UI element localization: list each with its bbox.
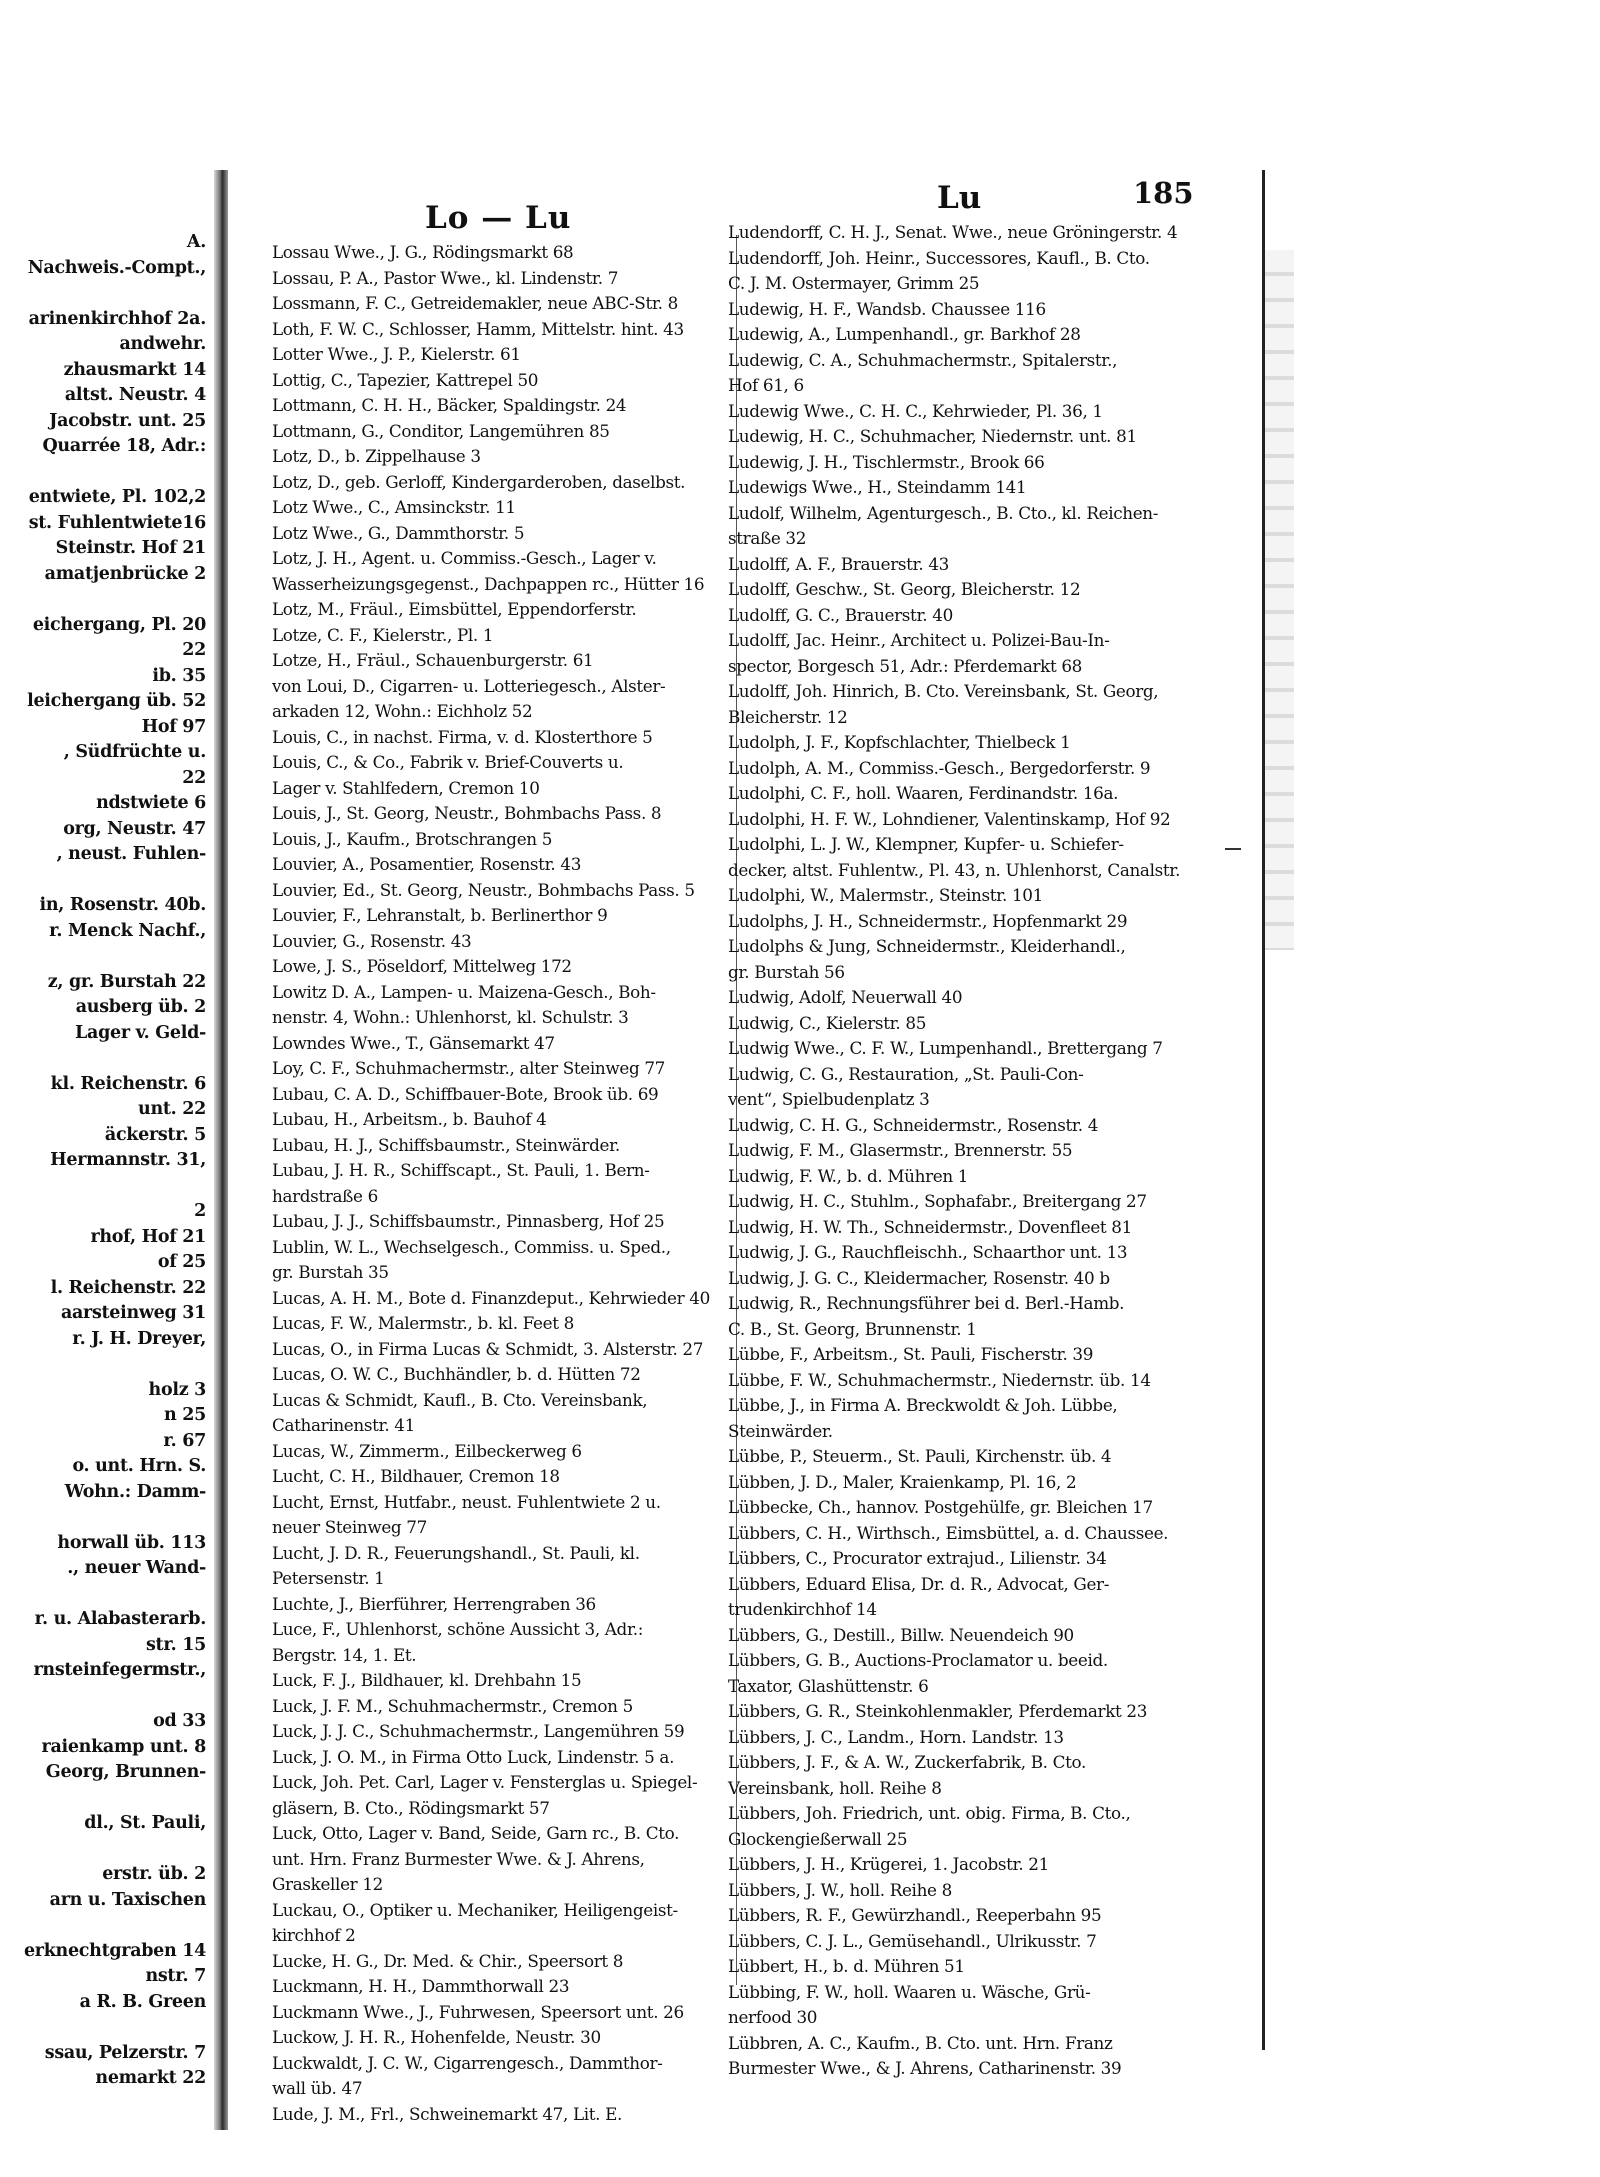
left-page-line: eichergang, Pl. 20	[32, 614, 206, 635]
left-page-line: rhof, Hof 21	[90, 1226, 206, 1247]
left-page-line	[0, 281, 212, 307]
left-page-line: str. 15	[146, 1634, 206, 1655]
directory-entry-line: Lübbers, Eduard Elisa, Dr. d. R., Advocat, Ger-	[728, 1573, 1110, 1594]
directory-entry-line: Ludwig, H. W. Th., Schneidermstr., Dovenfleet 81	[728, 1216, 1132, 1237]
left-page-line: arinenkirchhof 2a.	[28, 308, 206, 329]
directory-entry-line: Lubau, C. A. D., Schiffbauer-Bote, Brook üb. 69	[272, 1083, 659, 1104]
directory-entry-line: Lubau, J. J., Schiffsbaumstr., Pinnasberg, Hof 25	[272, 1211, 665, 1231]
left-page-line: Steinstr. Hof 21	[55, 538, 206, 558]
directory-entry-line: Lübbers, J. H., Krügerei, 1. Jacobstr. 21	[728, 1854, 1049, 1874]
directory-entry-line: Lübbers, J. F., & A. W., Zuckerfabrik, B. Cto.	[728, 1752, 1086, 1772]
left-page-line	[0, 2015, 212, 2041]
directory-entry-line: hardstraße 6	[272, 1185, 378, 1206]
directory-entry-line: Burmester Wwe., & J. Ahrens, Catharinenstr. 39	[728, 2058, 1122, 2078]
directory-entry-line: Lager v. Stahlfedern, Cremon 10	[272, 777, 540, 798]
directory-entry-line: Lübbe, P., Steuerm., St. Pauli, Kirchenstr. üb. 4	[728, 1446, 1112, 1466]
directory-entry-line: Ludwig, J. G., Rauchfleischh., Schaarthor unt. 13	[728, 1242, 1128, 1262]
directory-entry-line: Lotz Wwe., G., Dammthorstr. 5	[272, 522, 525, 543]
directory-entry-line: Lucht, C. H., Bildhauer, Cremon 18	[272, 1466, 560, 1486]
left-page-line: l. Reichenstr. 22	[50, 1277, 206, 1298]
directory-column-right	[728, 220, 1218, 2082]
directory-entry-line: Ludwig, F. W., b. d. Mühren 1	[728, 1165, 969, 1186]
directory-entry-line: Lucas, A. H. M., Bote d. Finanzdeput., Kehrwieder 40	[272, 1287, 710, 1308]
directory-entry-line: Ludolphs & Jung, Schneidermstr., Kleiderhandl.,	[728, 936, 1126, 956]
header-right-title: Lu	[937, 180, 982, 216]
page-edge-strip	[1264, 250, 1294, 950]
directory-entry-line: Lucas, O., in Firma Lucas & Schmidt, 3. Alsterstr. 27	[272, 1338, 704, 1359]
directory-entry-line: Glockengießerwall 25	[728, 1828, 908, 1849]
directory-entry-line: Ludwig, H. C., Stuhlm., Sophafabr., Breitergang 27	[728, 1191, 1147, 1211]
left-page-line	[0, 1913, 212, 1939]
directory-entry-line: Lübbe, J., in Firma A. Breckwoldt & Joh. Lübbe,	[728, 1395, 1118, 1415]
left-page-line: nemarkt 22	[95, 2068, 206, 2088]
left-page-line: kl. Reichenstr. 6	[50, 1073, 206, 1094]
directory-entry-line: Ludolphs, J. H., Schneidermstr., Hopfenmarkt 29	[728, 910, 1128, 931]
directory-entry-line: Lottmann, G., Conditor, Langemühren 85	[272, 420, 610, 441]
directory-entry-line: Lucht, J. D. R., Feuerungshandl., St. Pauli, kl.	[272, 1542, 640, 1563]
directory-entry-line: Lossmann, F. C., Getreidemakler, neue ABC-Str. 8	[272, 293, 678, 313]
directory-entry-line: Lübbert, H., b. d. Mühren 51	[728, 1956, 965, 1976]
directory-entry-line: Ludwig, F. M., Glasermstr., Brennerstr. 55	[728, 1140, 1073, 1160]
directory-entry-line: Lübbers, J. W., holl. Reihe 8	[728, 1879, 952, 1900]
left-page-line: 22	[182, 767, 206, 788]
left-page-line: ib. 35	[152, 665, 206, 686]
directory-entry-line: Lübbers, Joh. Friedrich, unt. obig. Firma, B. Cto.,	[728, 1803, 1131, 1823]
directory-entry-line: Lübbers, C. J. L., Gemüsehandl., Ulrikusstr. 7	[728, 1930, 1097, 1951]
directory-entry-line: Lucas & Schmidt, Kaufl., B. Cto. Vereinsbank,	[272, 1389, 648, 1410]
directory-entry-line: Luck, J. F. M., Schuhmachermstr., Cremon 5	[272, 1695, 633, 1716]
directory-entry-line: Louis, J., Kaufm., Brotschrangen 5	[272, 828, 553, 849]
directory-entry-line: Luck, Joh. Pet. Carl, Lager v. Fensterglas u. Spiegel-	[272, 1772, 698, 1792]
directory-entry-line: Louis, C., in nachst. Firma, v. d. Klosterthore 5	[272, 726, 653, 747]
directory-entry-line: Luckmann, H. H., Dammthorwall 23	[272, 1976, 570, 1996]
directory-entry-line: Ludwig, C., Kielerstr. 85	[728, 1012, 927, 1033]
directory-entry-line: gr. Burstah 56	[728, 961, 845, 982]
directory-entry-line: Steinwärder.	[728, 1420, 833, 1441]
left-page-line	[0, 1684, 212, 1710]
left-page-line: st. Fuhlentwiete16	[28, 512, 206, 533]
left-page-line: äckerstr. 5	[104, 1124, 206, 1145]
directory-entry-line: Lucas, F. W., Malermstr., b. kl. Feet 8	[272, 1313, 574, 1333]
left-page-line: ., neuer Wand-	[67, 1558, 206, 1578]
directory-entry-line: unt. Hrn. Franz Burmester Wwe. & J. Ahrens,	[272, 1848, 645, 1869]
directory-entry-line: Ludewig, A., Lumpenhandl., gr. Barkhof 28	[728, 324, 1081, 344]
left-page-line: ausberg üb. 2	[75, 997, 206, 1017]
directory-entry-line: Lotze, H., Fräul., Schauenburgerstr. 61	[272, 650, 594, 670]
directory-entry-line: Ludolf, Wilhelm, Agenturgesch., B. Cto., kl. Reichen-	[728, 502, 1159, 523]
book-spine	[214, 170, 228, 2130]
left-page-line: Quarrée 18, Adr.:	[42, 436, 206, 456]
directory-entry-line: Lucke, H. G., Dr. Med. & Chir., Speersort 8	[272, 1950, 624, 1971]
directory-entry-line: Taxator, Glashüttenstr. 6	[728, 1675, 929, 1696]
left-page-line	[0, 460, 212, 486]
directory-entry-line: decker, altst. Fuhlentw., Pl. 43, n. Uhlenhorst, Canalstr.	[728, 859, 1181, 880]
directory-entry-line: Lublin, W. L., Wechselgesch., Commiss. u. Sped.,	[272, 1236, 671, 1257]
directory-entry-line: Ludwig, C. G., Restauration, „St. Pauli-Con-	[728, 1063, 1084, 1084]
left-page-line: zhausmarkt 14	[63, 359, 206, 380]
directory-entry-line: arkaden 12, Wohn.: Eichholz 52	[272, 701, 533, 721]
directory-entry-line: nerfood 30	[728, 2007, 818, 2027]
directory-entry-line: Louvier, F., Lehranstalt, b. Berlinerthor 9	[272, 905, 608, 925]
directory-entry-line: Ludwig, R., Rechnungsführer bei d. Berl.-Hamb.	[728, 1293, 1125, 1313]
left-page-line: r. 67	[163, 1430, 206, 1451]
directory-entry-line: Lubau, J. H. R., Schiffscapt., St. Pauli, 1. Bern-	[272, 1160, 650, 1180]
left-page-line: raienkamp unt. 8	[41, 1736, 206, 1757]
directory-entry-line: Ludolphi, W., Malermstr., Steinstr. 101	[728, 885, 1043, 905]
left-page-line: n 25	[164, 1405, 206, 1425]
directory-entry-line: Ludwig Wwe., C. F. W., Lumpenhandl., Brettergang 7	[728, 1038, 1163, 1058]
directory-entry-line: Lübben, J. D., Maler, Kraienkamp, Pl. 16, 2	[728, 1471, 1077, 1492]
left-page-line: horwall üb. 113	[57, 1532, 206, 1553]
directory-entry-line: Lucas, O. W. C., Buchhändler, b. d. Hütten 72	[272, 1364, 641, 1384]
directory-entry-line: Lübbers, J. C., Landm., Horn. Landstr. 13	[728, 1726, 1064, 1747]
left-page-line: leichergang üb. 52	[27, 691, 206, 711]
directory-entry-line: Luck, F. J., Bildhauer, kl. Drehbahn 15	[272, 1670, 582, 1690]
left-page-line: arn u. Taxischen	[49, 1889, 206, 1910]
left-page-line: Wohn.: Damm-	[64, 1481, 206, 1502]
left-page-line: A.	[186, 232, 206, 252]
left-page-line	[0, 1174, 212, 1200]
directory-entry-line: C. J. M. Ostermayer, Grimm 25	[728, 273, 980, 293]
left-page-line: erknechtgraben 14	[23, 1940, 206, 1961]
left-page-line: r. Menck Nachf.,	[49, 920, 206, 941]
directory-entry-line: Ludolph, A. M., Commiss.-Gesch., Bergedorferstr. 9	[728, 757, 1151, 778]
directory-entry-line: Lowe, J. S., Pöseldorf, Mittelweg 172	[272, 956, 572, 976]
directory-entry-line: von Loui, D., Cigarren- u. Lotteriegesch., Alster-	[272, 675, 666, 696]
directory-entry-line: Louis, J., St. Georg, Neustr., Bohmbachs Pass. 8	[272, 803, 662, 823]
directory-entry-line: Lotz, D., geb. Gerloff, Kindergarderoben, daselbst.	[272, 471, 686, 492]
left-page-line: , Südfrüchte u.	[63, 742, 206, 762]
left-page-line: in, Rosenstr. 40b.	[39, 895, 206, 915]
directory-entry-line: Loth, F. W. C., Schlosser, Hamm, Mittelstr. hint. 43	[272, 318, 684, 339]
directory-entry-line: Lubau, H., Arbeitsm., b. Bauhof 4	[272, 1109, 547, 1129]
directory-entry-line: Louis, C., & Co., Fabrik v. Brief-Couverts u.	[272, 752, 624, 772]
left-page-line: 2	[194, 1201, 206, 1221]
directory-entry-line: Ludewig, H. C., Schuhmacher, Niedernstr. unt. 81	[728, 426, 1137, 446]
directory-entry-line: Lotz, M., Fräul., Eimsbüttel, Eppendorferstr.	[272, 599, 637, 619]
directory-entry-line: kirchhof 2	[272, 1925, 356, 1945]
directory-entry-line: trudenkirchhof 14	[728, 1599, 877, 1619]
directory-entry-line: Ludolphi, L. J. W., Klempner, Kupfer- u. Schiefer-	[728, 834, 1124, 854]
directory-entry-line: gläsern, B. Cto., Rödingsmarkt 57	[272, 1797, 550, 1818]
directory-entry-line: Ludolph, J. F., Kopfschlachter, Thielbeck 1	[728, 732, 1071, 752]
left-page-line	[0, 1046, 212, 1072]
directory-entry-line: Lottig, C., Tapezier, Kattrepel 50	[272, 369, 539, 390]
directory-entry-line: wall üb. 47	[272, 2078, 363, 2098]
directory-entry-line: Lottmann, C. H. H., Bäcker, Spaldingstr. 24	[272, 395, 627, 415]
left-page-line	[0, 587, 212, 613]
directory-entry-line: Lübbe, F. W., Schuhmachermstr., Niedernstr. üb. 14	[728, 1369, 1151, 1390]
directory-entry-line: Louvier, G., Rosenstr. 43	[272, 930, 472, 951]
directory-entry-line: spector, Borgesch 51, Adr.: Pferdemarkt 68	[728, 655, 1083, 676]
left-page-line	[0, 944, 212, 970]
directory-entry-line: Ludwig, C. H. G., Schneidermstr., Rosenstr. 4	[728, 1114, 1099, 1135]
directory-entry-line: Hof 61, 6	[728, 375, 804, 395]
directory-entry-line: Ludolff, G. C., Brauerstr. 40	[728, 604, 953, 625]
left-page-line: od 33	[153, 1711, 206, 1731]
directory-entry-line: Ludewig, H. F., Wandsb. Chaussee 116	[728, 298, 1046, 319]
directory-entry-line: Luce, F., Uhlenhorst, schöne Aussicht 3, Adr.:	[272, 1619, 644, 1639]
left-page-line	[0, 868, 212, 894]
directory-entry-line: Luchte, J., Bierführer, Herrengraben 36	[272, 1593, 596, 1614]
margin-dash-mark	[1225, 848, 1241, 850]
directory-entry-line: Luck, Otto, Lager v. Band, Seide, Garn rc., B. Cto.	[272, 1823, 680, 1843]
directory-entry-line: neuer Steinweg 77	[272, 1517, 427, 1537]
left-page-line	[0, 1837, 212, 1863]
left-page-line: erstr. üb. 2	[102, 1864, 206, 1884]
directory-entry-line: Louvier, A., Posamentier, Rosenstr. 43	[272, 854, 582, 874]
directory-entry-line: Lotz, J. H., Agent. u. Commiss.-Gesch., Lager v.	[272, 548, 657, 568]
directory-entry-line: Ludolff, Geschw., St. Georg, Bleicherstr. 12	[728, 579, 1081, 599]
directory-entry-line: Ludewig, J. H., Tischlermstr., Brook 66	[728, 451, 1045, 472]
directory-entry-line: Louvier, Ed., St. Georg, Neustr., Bohmbachs Pass. 5	[272, 879, 695, 900]
directory-entry-line: Lowitz D. A., Lampen- u. Maizena-Gesch., Boh-	[272, 981, 656, 1002]
left-page-line: of 25	[157, 1252, 206, 1272]
directory-entry-line: Luckmann Wwe., J., Fuhrwesen, Speersort unt. 26	[272, 2001, 684, 2022]
left-page-line: r. u. Alabasterarb.	[34, 1609, 206, 1629]
left-page-line: holz 3	[148, 1379, 206, 1400]
directory-entry-line: Lowndes Wwe., T., Gänsemarkt 47	[272, 1032, 555, 1053]
directory-entry-line: Graskeller 12	[272, 1874, 383, 1894]
directory-entry-line: Luckow, J. H. R., Hohenfelde, Neustr. 30	[272, 2027, 601, 2047]
page-number: 185	[1133, 176, 1194, 210]
directory-entry-line: Lucas, W., Zimmerm., Eilbeckerweg 6	[272, 1440, 582, 1461]
directory-entry-line: Lotze, C. F., Kielerstr., Pl. 1	[272, 624, 494, 645]
directory-entry-line: Wasserheizungsgegenst., Dachpappen rc., Hütter 16	[272, 573, 705, 594]
left-page-line: , neust. Fuhlen-	[56, 844, 206, 864]
directory-entry-line: Luck, J. O. M., in Firma Otto Luck, Lindenstr. 5 a.	[272, 1746, 675, 1767]
left-page-line: a R. B. Green	[79, 1991, 206, 2012]
left-page-line: ndstwiete 6	[96, 793, 206, 813]
directory-entry-line: Bleicherstr. 12	[728, 706, 848, 727]
left-page-line	[0, 1786, 212, 1812]
left-page-line: amatjenbrücke 2	[44, 563, 206, 584]
left-page-line: altst. Neustr. 4	[64, 385, 206, 405]
directory-entry-line: Lübbers, G., Destill., Billw. Neuendeich 90	[728, 1624, 1074, 1645]
left-page-line: Jacobstr. unt. 25	[49, 410, 206, 431]
left-page-line: aarsteinweg 31	[60, 1303, 206, 1323]
directory-entry-line: Lübbers, C., Procurator extrajud., Lilienstr. 34	[728, 1548, 1107, 1568]
directory-entry-line: Lübbecke, Ch., hannov. Postgehülfe, gr. Bleichen 17	[728, 1497, 1153, 1517]
left-page-line: Nachweis.-Compt.,	[27, 257, 206, 278]
left-page-line: Hermannstr. 31,	[50, 1150, 206, 1170]
directory-entry-line: gr. Burstah 35	[272, 1262, 389, 1282]
left-page-line: nstr. 7	[145, 1966, 206, 1986]
directory-entry-line: Ludewig Wwe., C. H. C., Kehrwieder, Pl. 36, 1	[728, 400, 1103, 421]
directory-entry-line: Ludendorff, C. H. J., Senat. Wwe., neue Gröningerstr. 4	[728, 222, 1178, 242]
header-left-title: Lo — Lu	[425, 200, 572, 236]
directory-entry-line: Ludolphi, H. F. W., Lohndiener, Valentinskamp, Hof 92	[728, 808, 1171, 829]
left-page-fragment	[0, 230, 212, 2110]
directory-entry-line: Ludolff, Joh. Hinrich, B. Cto. Vereinsbank, St. Georg,	[728, 681, 1159, 701]
directory-entry-line: Lübbers, C. H., Wirthsch., Eimsbüttel, a. d. Chaussee.	[728, 1522, 1169, 1543]
directory-entry-line: Lübbers, R. F., Gewürzhandl., Reeperbahn 95	[728, 1905, 1102, 1925]
directory-entry-line: Lude, J. M., Frl., Schweinemarkt 47, Lit. E.	[272, 2103, 623, 2124]
directory-entry-line: Lübbing, F. W., holl. Waaren u. Wäsche, Grü-	[728, 1981, 1091, 2002]
left-page-line: rnsteinfegermstr.,	[33, 1660, 206, 1680]
directory-entry-line: Luckau, O., Optiker u. Mechaniker, Heiligengeist-	[272, 1899, 678, 1920]
left-page-line: Georg, Brunnen-	[45, 1762, 206, 1782]
directory-entry-line: straße 32	[728, 528, 807, 548]
directory-entry-line: Lotter Wwe., J. P., Kielerstr. 61	[272, 344, 521, 364]
directory-entry-line: Bergstr. 14, 1. Et.	[272, 1644, 417, 1665]
left-page-line: z, gr. Burstah 22	[47, 971, 206, 992]
directory-entry-line: C. B., St. Georg, Brunnenstr. 1	[728, 1318, 977, 1339]
directory-entry-line: Ludendorff, Joh. Heinr., Successores, Kaufl., B. Cto.	[728, 247, 1150, 268]
directory-entry-line: Ludewigs Wwe., H., Steindamm 141	[728, 477, 1027, 497]
directory-entry-line: Ludwig, Adolf, Neuerwall 40	[728, 987, 963, 1007]
left-page-line: Lager v. Geld-	[75, 1022, 206, 1043]
directory-entry-line: Luckwaldt, J. C. W., Cigarrengesch., Dammthor-	[272, 2052, 663, 2073]
left-page-line	[0, 1505, 212, 1531]
directory-entry-line: Loy, C. F., Schuhmachermstr., alter Steinweg 77	[272, 1058, 665, 1078]
left-page-line: o. unt. Hrn. S.	[72, 1456, 206, 1476]
directory-entry-line: nenstr. 4, Wohn.: Uhlenhorst, kl. Schulstr. 3	[272, 1007, 629, 1027]
left-page-line: r. J. H. Dreyer,	[72, 1328, 206, 1349]
directory-entry-line: Catharinenstr. 41	[272, 1415, 415, 1435]
left-page-line: 22	[182, 640, 206, 660]
directory-entry-line: Ludolff, Jac. Heinr., Architect u. Polizei-Bau-In-	[728, 630, 1110, 650]
directory-entry-line: Ludwig, J. G. C., Kleidermacher, Rosenstr. 40 b	[728, 1267, 1110, 1288]
left-page-line: org, Neustr. 47	[63, 818, 206, 839]
left-page-line: Hof 97	[141, 716, 206, 737]
directory-entry-line: Ludolff, A. F., Brauerstr. 43	[728, 553, 949, 574]
directory-entry-line: Ludewig, C. A., Schuhmachermstr., Spitalerstr.,	[728, 349, 1118, 370]
left-page-line	[0, 1582, 212, 1608]
directory-entry-line: Lübbers, G. B., Auctions-Proclamator u. beeid.	[728, 1650, 1108, 1670]
directory-entry-line: Lossau, P. A., Pastor Wwe., kl. Lindenstr. 7	[272, 267, 619, 288]
directory-entry-line: Luck, J. J. C., Schuhmachermstr., Langemühren 59	[272, 1721, 685, 1741]
directory-entry-line: Lucht, Ernst, Hutfabr., neust. Fuhlentwiete 2 u.	[272, 1491, 661, 1512]
directory-entry-line: vent“, Spielbudenplatz 3	[728, 1089, 930, 1109]
directory-entry-line: Lübbren, A. C., Kaufm., B. Cto. unt. Hrn. Franz	[728, 2032, 1113, 2053]
directory-entry-line: Lubau, H. J., Schiffsbaumstr., Steinwärder.	[272, 1134, 620, 1155]
directory-entry-line: Lotz Wwe., C., Amsinckstr. 11	[272, 497, 516, 517]
left-page-line	[0, 1352, 212, 1378]
directory-entry-line: Ludolphi, C. F., holl. Waaren, Ferdinandstr. 16a.	[728, 783, 1119, 803]
directory-entry-line: Lübbers, G. R., Steinkohlenmakler, Pferdemarkt 23	[728, 1701, 1148, 1721]
left-page-line: unt. 22	[138, 1099, 206, 1119]
directory-column-left	[272, 240, 732, 2127]
left-page-line: ssau, Pelzerstr. 7	[44, 2042, 206, 2063]
directory-entry-line: Lübbe, F., Arbeitsm., St. Pauli, Fischerstr. 39	[728, 1344, 1094, 1364]
left-page-line: dl., St. Pauli,	[84, 1813, 206, 1833]
directory-entry-line: Vereinsbank, holl. Reihe 8	[728, 1777, 942, 1798]
directory-entry-line: Lotz, D., b. Zippelhause 3	[272, 446, 481, 466]
directory-entry-line: Petersenstr. 1	[272, 1568, 385, 1588]
left-page-line: entwiete, Pl. 102,2	[28, 487, 206, 507]
directory-entry-line: Lossau Wwe., J. G., Rödingsmarkt 68	[272, 242, 574, 262]
left-page-line: andwehr.	[119, 334, 206, 354]
